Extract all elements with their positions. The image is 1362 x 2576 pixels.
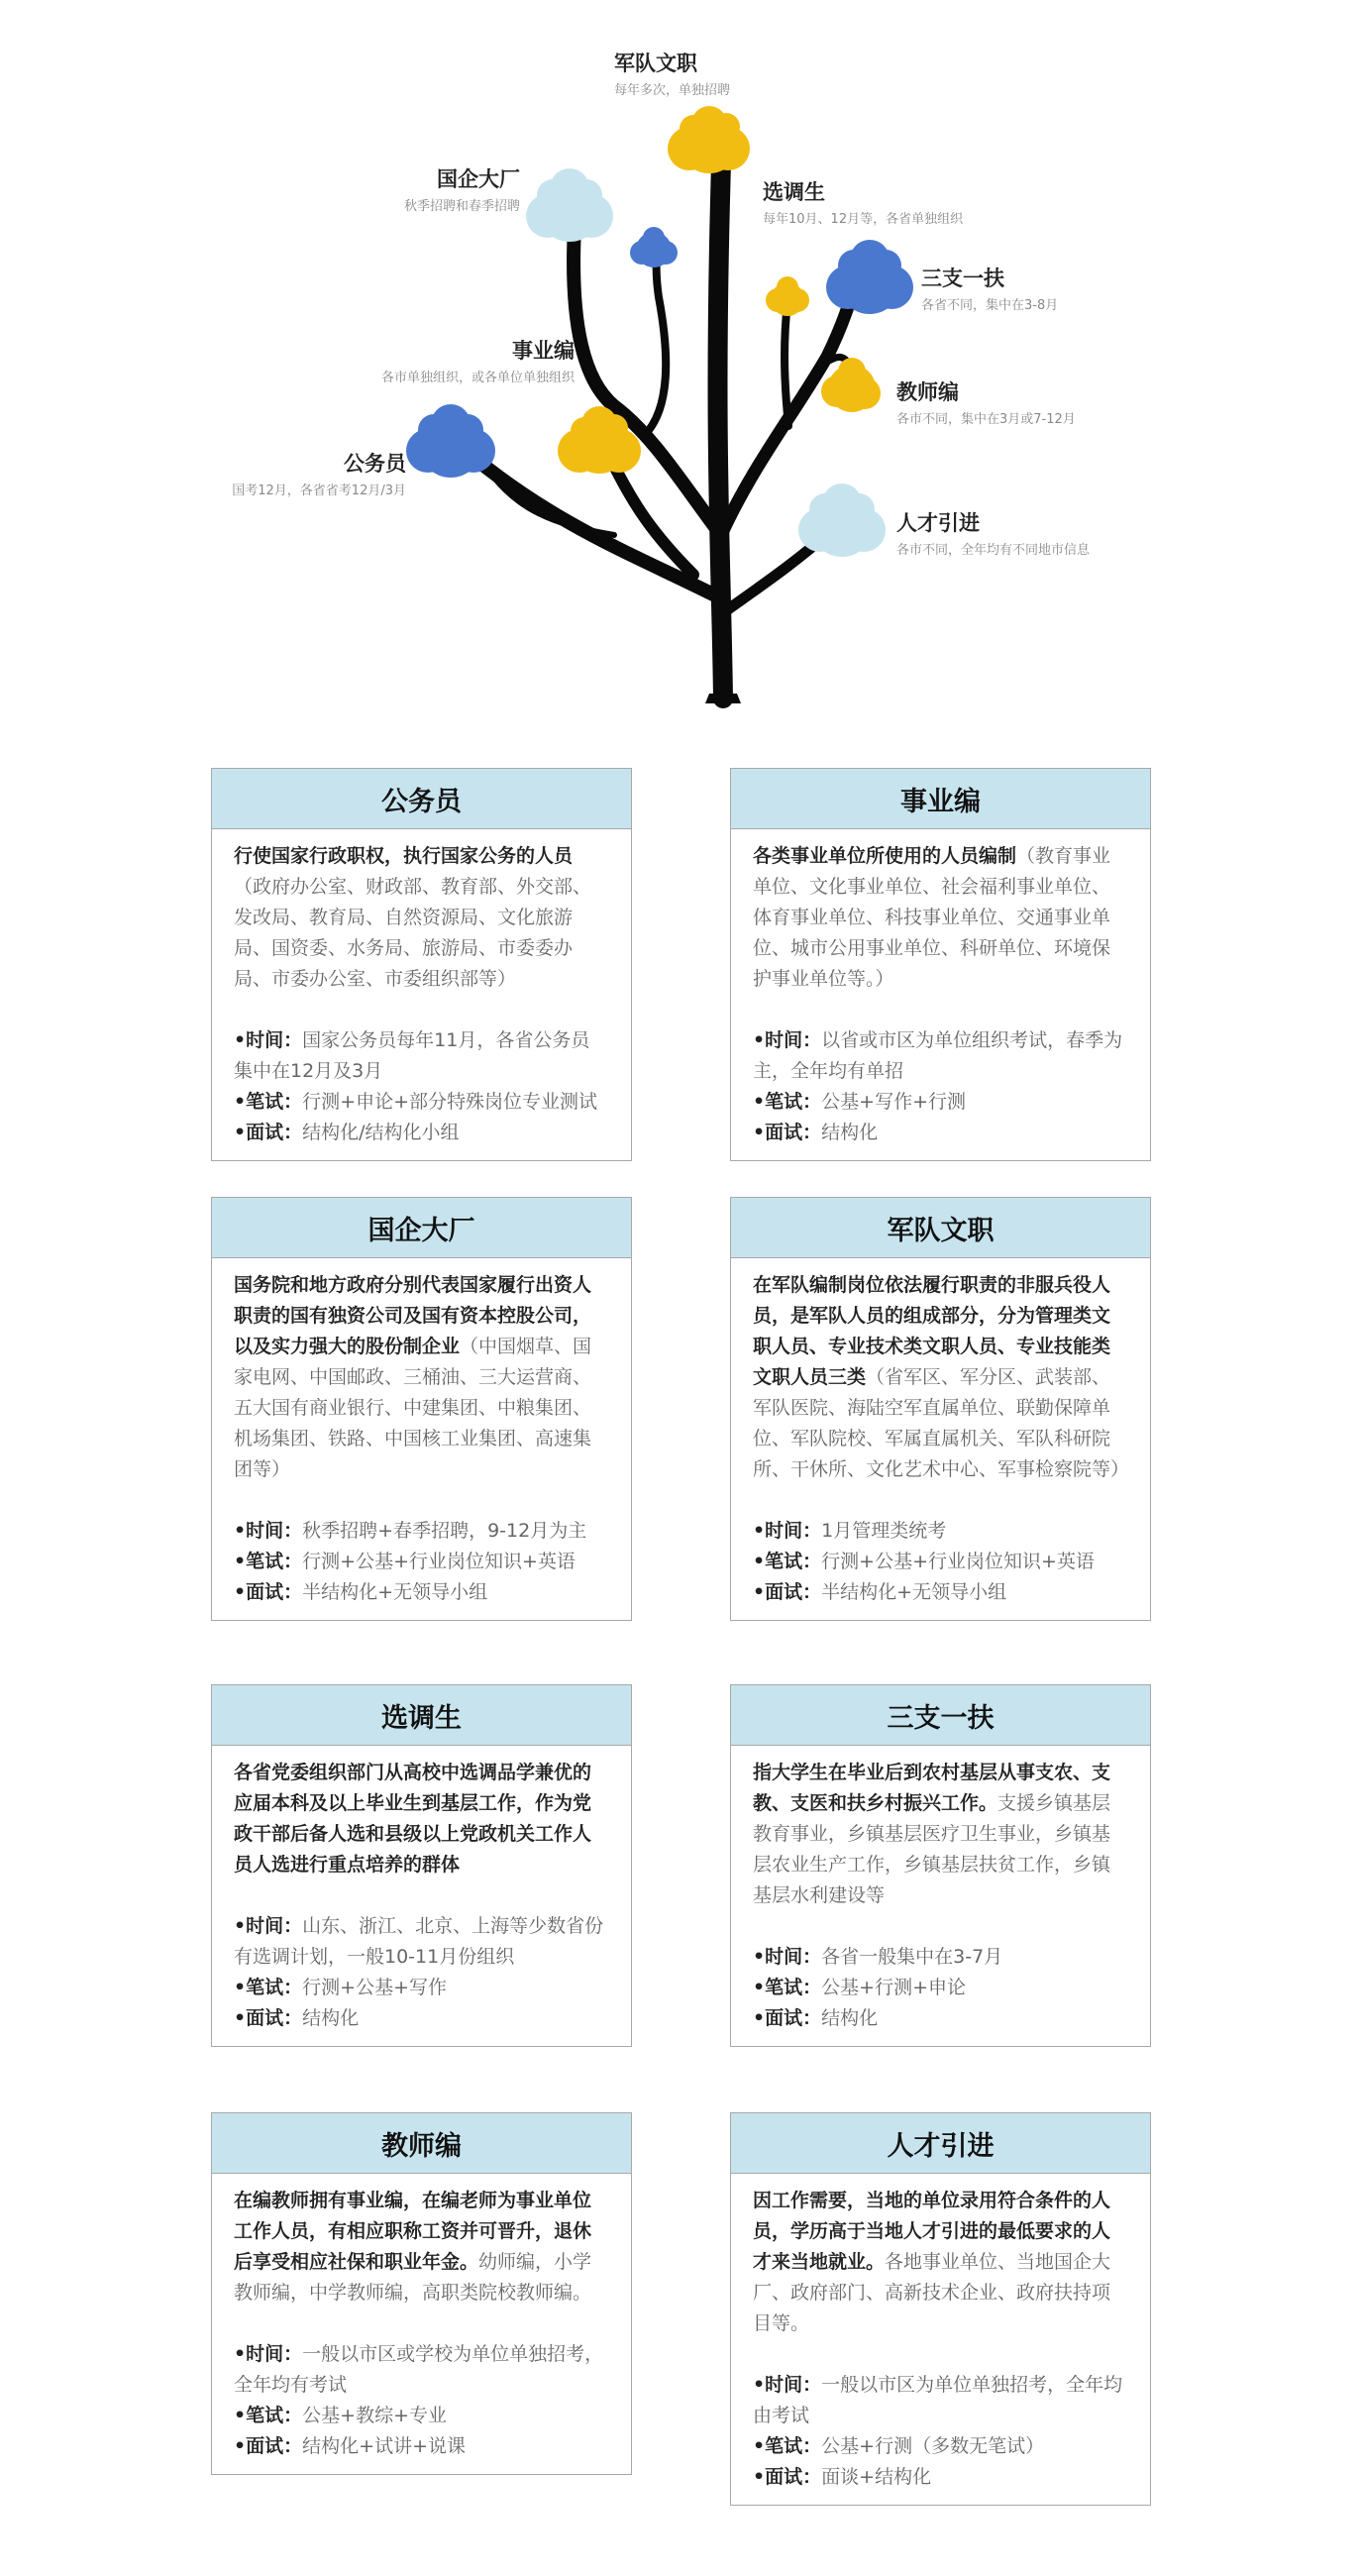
node-label-public-institution <box>297 335 575 385</box>
written-value: 行测+公基+行业岗位知识+英语 <box>302 1551 576 1572</box>
interview-value: 结构化+试讲+说课 <box>302 2435 466 2457</box>
card-definition: 在军队编制岗位依法履行职责的非服兵役人员，是军队人员的组成部分，分为管理类文职人员、专业技术类文职人员、专业技能类文职人员三类 <box>753 1274 1111 1388</box>
written-value: 公基+行测（多数无笔试） <box>821 2435 1045 2457</box>
node-title: 军队文职 <box>614 52 697 75</box>
interview-value: 结构化/结构化小组 <box>302 1122 460 1143</box>
card-examples: （政府办公室、财政部、教育部、外交部、发改局、教育局、自然资源局、文化旅游局、国资委、水务局、旅游局、市委委办局、市委办公室、市委组织部等） <box>234 876 592 990</box>
card-title: 教师编 <box>212 2113 631 2174</box>
node-label-teacher <box>896 376 1076 427</box>
time-value: 一般以市区为单位单独招考，全年均由考试 <box>753 2374 1123 2426</box>
interview-key: •面试： <box>234 1122 303 1143</box>
card-teacher <box>211 2112 632 2475</box>
card-examples: （中国烟草、国家电网、中国邮政、三桶油、三大运营商、五大国有商业银行、中建集团、中粮集团、机场集团、铁路、中国核工业集团、高速集团等） <box>234 1336 592 1480</box>
card-title: 人才引进 <box>731 2113 1150 2174</box>
node-title: 事业编 <box>512 339 575 363</box>
card-definition: 各类事业单位所使用的人员编制 <box>753 845 1017 867</box>
node-subtitle: 各市不同，集中在3月或7-12月 <box>896 412 1076 427</box>
card-examples: 幼师编，小学教师编，中学教师编，高职类院校教师编。 <box>234 2251 592 2304</box>
node-subtitle: 每年多次，单独招聘 <box>614 83 731 98</box>
written-key: •笔试： <box>234 2405 303 2426</box>
written-key: •笔试： <box>234 1977 303 1998</box>
node-subtitle: 各省不同，集中在3-8月 <box>921 298 1059 313</box>
card-title: 国企大厂 <box>212 1198 631 1258</box>
card-title: 公务员 <box>212 769 631 829</box>
time-value: 一般以市区或学校为单位单独招考，全年均有考试 <box>234 2343 604 2396</box>
card-examples: （省军区、军分区、武装部、军队医院、海陆空军直属单位、联勤保障单位、军队院校、军属直属机关、军队科研院所、干休所、文化艺术中心、军事检察院等） <box>753 1366 1130 1480</box>
node-title: 三支一扶 <box>921 267 1004 290</box>
node-title: 公务员 <box>344 452 406 476</box>
time-key: •时间： <box>234 1520 303 1542</box>
written-value: 公基+写作+行测 <box>821 1091 966 1113</box>
node-label-military <box>614 48 730 98</box>
card-title: 事业编 <box>731 769 1150 829</box>
card-definition: 国务院和地方政府分别代表国家履行出资人职责的国有独资公司及国有资本控股公司，以及实力强大的股份制企业 <box>234 1274 592 1357</box>
node-subtitle: 各市不同，全年均有不同地市信息 <box>896 543 1091 558</box>
card-definition: 指大学生在毕业后到农村基层从事支农、支教、支医和扶乡村振兴工作。 <box>753 1762 1111 1814</box>
interview-key: •面试： <box>234 1581 303 1603</box>
written-value: 公基+教综+专业 <box>302 2405 447 2426</box>
node-subtitle: 各市单独组织，或各单位单独组织 <box>380 371 575 385</box>
time-value: 国家公务员每年11月，各省公务员集中在12月及3月 <box>234 1029 590 1082</box>
interview-key: •面试： <box>234 2435 303 2457</box>
interview-key: •面试： <box>753 2007 822 2029</box>
card-soe <box>211 1197 632 1621</box>
written-key: •笔试： <box>753 1977 822 1998</box>
interview-value: 结构化 <box>302 2007 360 2029</box>
time-value: 山东、浙江、北京、上海等少数省份有选调计划，一般10-11月份组织 <box>234 1915 604 1968</box>
node-subtitle: 每年10月、12月等，各省单独组织 <box>763 212 964 227</box>
interview-value: 半结构化+无领导小组 <box>821 1581 1007 1603</box>
node-title: 国企大厂 <box>437 167 520 191</box>
node-label-selected-graduate <box>763 176 963 227</box>
card-title: 选调生 <box>212 1685 631 1746</box>
node-label-talent <box>896 507 1090 558</box>
interview-key: •面试： <box>753 1122 822 1143</box>
node-title: 人才引进 <box>896 511 980 535</box>
time-key: •时间： <box>234 1029 303 1051</box>
card-civil-servant <box>211 768 632 1161</box>
node-title: 选调生 <box>763 180 825 204</box>
interview-value: 结构化 <box>821 1122 879 1143</box>
card-talent <box>730 2112 1151 2506</box>
node-label-soe <box>337 163 520 214</box>
written-key: •笔试： <box>753 1091 822 1113</box>
written-value: 行测+公基+写作 <box>302 1977 447 1998</box>
interview-value: 结构化 <box>821 2007 879 2029</box>
card-definition: 因工作需要，当地的单位录用符合条件的人员，学历高于当地人才引进的最低要求的人才来当地就业。 <box>753 2190 1111 2273</box>
time-value: 秋季招聘+春季招聘，9-12月为主 <box>302 1520 587 1542</box>
interview-value: 面谈+结构化 <box>821 2466 932 2488</box>
card-title: 军队文职 <box>731 1198 1150 1258</box>
card-definition: 各省党委组织部门从高校中选调品学兼优的应届本科及以上毕业生到基层工作，作为党政干部后备人选和县级以上党政机关工作人员人选进行重点培养的群体 <box>234 1762 592 1876</box>
time-key: •时间： <box>753 2374 822 2396</box>
written-value: 公基+行测+申论 <box>821 1977 966 1998</box>
card-examples: （教育事业单位、文化事业单位、社会福利事业单位、体育事业单位、科技事业单位、交通事业单位、城市公用事业单位、科研单位、环境保护事业单位等。） <box>753 845 1111 990</box>
written-value: 行测+申论+部分特殊岗位专业测试 <box>302 1091 597 1113</box>
written-key: •笔试： <box>234 1551 303 1572</box>
time-key: •时间： <box>753 1029 822 1051</box>
node-label-three-support <box>921 263 1058 313</box>
node-title: 教师编 <box>896 380 959 404</box>
time-key: •时间： <box>234 2343 303 2365</box>
interview-key: •面试： <box>234 2007 303 2029</box>
career-tree-illustration <box>0 0 1362 733</box>
time-key: •时间： <box>234 1915 303 1937</box>
time-key: •时间： <box>753 1946 822 1968</box>
written-key: •笔试： <box>234 1091 303 1113</box>
interview-key: •面试： <box>753 2466 822 2488</box>
node-label-civil-servant <box>198 448 406 498</box>
card-military <box>730 1197 1151 1621</box>
node-subtitle: 国考12月，各省省考12月/3月 <box>232 483 406 498</box>
time-value: 各省一般集中在3-7月 <box>821 1946 1003 1968</box>
time-value: 以省或市区为单位组织考试，春季为主，全年均有单招 <box>753 1029 1123 1082</box>
card-public-institution <box>730 768 1151 1161</box>
time-value: 1月管理类统考 <box>821 1520 947 1542</box>
node-subtitle: 秋季招聘和春季招聘 <box>403 199 520 214</box>
interview-key: •面试： <box>753 1581 822 1603</box>
interview-value: 半结构化+无领导小组 <box>302 1581 488 1603</box>
written-value: 行测+公基+行业岗位知识+英语 <box>821 1551 1095 1572</box>
written-key: •笔试： <box>753 2435 822 2457</box>
card-definition: 行使国家行政职权，执行国家公务的人员 <box>234 845 574 867</box>
card-definition: 在编教师拥有事业编，在编老师为事业单位工作人员，有相应职称工资并可晋升，退休后享受相应社保和职业年金。 <box>234 2190 592 2273</box>
time-key: •时间： <box>753 1520 822 1542</box>
card-selected-graduate <box>211 1684 632 2047</box>
written-key: •笔试： <box>753 1551 822 1572</box>
card-three-support <box>730 1684 1151 2047</box>
card-examples: 支援乡镇基层教育事业，乡镇基层医疗卫生事业，乡镇基层农业生产工作，乡镇基层扶贫工作，乡镇基层水利建设等 <box>753 1792 1111 1906</box>
card-examples: 各地事业单位、当地国企大厂、政府部门、高新技术企业、政府扶持项目等。 <box>753 2251 1111 2334</box>
card-title: 三支一扶 <box>731 1685 1150 1746</box>
